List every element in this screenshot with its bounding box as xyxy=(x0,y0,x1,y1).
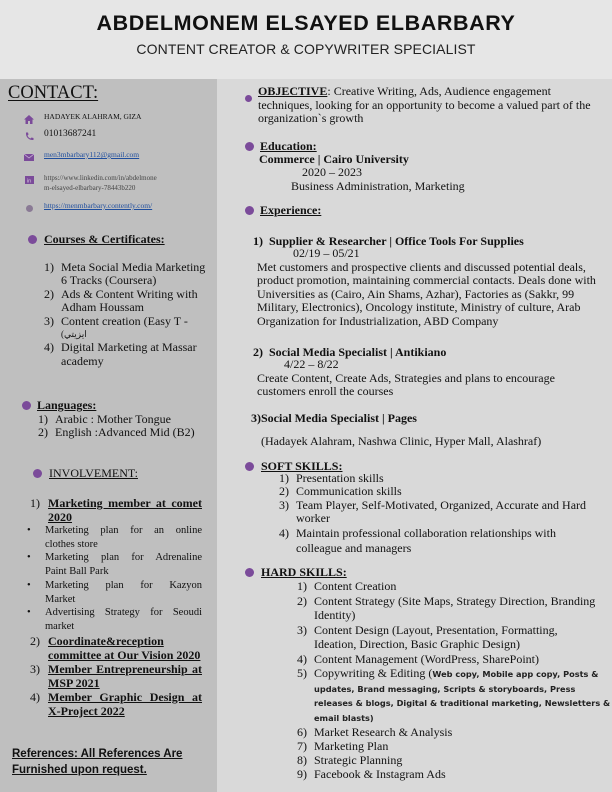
involvement-bullet: • Marketing plan for Adrenaline Paint Ball Park xyxy=(27,552,202,578)
contact-address: HADAYEK ALAHRAM, GIZA xyxy=(24,112,141,124)
objective-icon xyxy=(245,95,252,102)
certificate-icon xyxy=(28,235,37,244)
list-item: 1) Arabic : Mother Tongue xyxy=(38,412,171,426)
references-note: References: All References Are Furnished upon request. xyxy=(12,748,183,776)
contact-phone: 01013687241 xyxy=(24,129,96,141)
list-item: 8) Strategic Planning xyxy=(297,753,403,767)
linkedin-icon xyxy=(24,175,34,185)
candidate-name: ABDELMONEM ELSAYED ELBARBARY xyxy=(96,11,516,35)
contact-website[interactable]: https://menmbarbary.contently.com/ xyxy=(24,201,152,213)
involvement-list xyxy=(27,496,202,718)
list-item: 4) Maintain professional collaboration relationships with colleague and managers xyxy=(279,525,556,555)
contact-email[interactable]: men3mbarbary112@gmail.com xyxy=(24,150,139,162)
hard-skills-icon xyxy=(245,568,254,577)
list-item: 9) Facebook & Instagram Ads xyxy=(297,767,446,781)
list-item: 3) Team Player, Self-Motivated, Organized, Accurate and Hard worker xyxy=(279,497,587,526)
language-icon xyxy=(22,401,31,410)
briefcase-icon xyxy=(245,206,254,215)
education-school: Commerce | Cairo University xyxy=(259,152,409,166)
list-item: 2) English :Advanced Mid (B2) xyxy=(38,425,195,440)
education-heading: Education: xyxy=(245,139,317,154)
list-item: 2) Content Strategy (Site Maps, Strategy Direction, Branding Identity) xyxy=(297,593,596,622)
home-icon xyxy=(24,114,34,124)
languages-heading: Languages: xyxy=(22,398,96,413)
job-2: 2) Social Media Specialist | Antikiano xyxy=(253,345,447,359)
involvement-bullet: • Advertising Strategy for Seoudi market xyxy=(27,607,202,632)
contact-title: CONTACT: xyxy=(8,83,99,103)
list-item: 4) Digital Marketing at Massar academy xyxy=(44,340,197,368)
list-item: 2) Ads & Content Writing with Adham Houssam xyxy=(44,286,198,315)
soft-skills-heading: SOFT SKILLS: xyxy=(245,459,342,474)
list-item: 1) Presentation skills xyxy=(279,471,384,485)
soft-skills-list xyxy=(279,472,609,556)
svg-text:in: in xyxy=(26,178,32,184)
list-item: 2) Communication skills xyxy=(279,484,402,499)
job-1-dates: 02/19 – 05/21 xyxy=(293,246,360,260)
hard-skills-heading: HARD SKILLS: xyxy=(245,565,347,580)
courses-heading: Courses & Certificates: xyxy=(28,232,165,247)
contact-linkedin[interactable]: in https://www.linkedin.com/in/abdelmone m-elsayed-elbarbary-78443b220 xyxy=(26,174,157,192)
list-item: 3) Content Design (Layout, Presentation, Formatting, Ideation, Direction, Basic Graphic Design) xyxy=(297,622,558,651)
objective-bullet xyxy=(245,89,252,107)
list-item: 1) Content Creation xyxy=(297,579,397,593)
left-column xyxy=(0,79,217,792)
experience-heading: Experience: xyxy=(245,203,321,218)
soft-skills-icon xyxy=(245,462,254,471)
job-3: 3)Social Media Specialist | Pages xyxy=(251,411,417,425)
resume-header xyxy=(0,0,612,79)
candidate-role: CONTENT CREATOR & COPYWRITER SPECIALIST xyxy=(136,41,476,57)
job-2-dates: 4/22 – 8/22 xyxy=(284,357,339,371)
hard-skills-list xyxy=(297,579,609,781)
list-item: 3) Content creation (Easy T - (ايزيتي xyxy=(44,313,188,340)
right-column xyxy=(217,79,612,792)
list-item: 1) Meta Social Media Marketing 6 Tracks (Coursera) xyxy=(44,260,206,288)
list-item: 5) Copywriting & Editing (Web copy, Mobile app copy, Posts & updates, Brand messaging, Scripts & storyboards, Press releases & blogs, Digital & traditional marketing, Newsletters & email blasts) xyxy=(297,666,611,723)
job-1: 1) Supplier & Researcher | Office Tools For Supplies xyxy=(253,234,524,248)
education-years: 2020 – 2023 xyxy=(302,165,362,179)
globe-icon xyxy=(24,203,34,213)
objective-section: OBJECTIVE: Creative Writing, Ads, Audience engagement xyxy=(258,84,551,98)
education-icon xyxy=(245,142,254,151)
job-3-description: (Hadayek Alahram, Nashwa Clinic, Hyper Mall, Alashraf) xyxy=(261,434,542,448)
objective-text: techniques, looking for an opportunity to become a valued part of the organization`s growth xyxy=(258,97,591,125)
involvement-bullet: • Marketing plan for an online clothes store xyxy=(27,525,202,550)
involvement-item: 4) Member Graphic Design at X-Project 2022 xyxy=(30,689,202,718)
involvement-item: 1) Marketing member at comet 2020 xyxy=(30,496,202,524)
list-item: 6) Market Research & Analysis xyxy=(297,725,453,739)
involvement-icon xyxy=(33,469,42,478)
list-item: 7) Marketing Plan xyxy=(297,739,389,753)
phone-icon xyxy=(24,131,34,141)
involvement-item: 2) Coordinate&reception committee at Our Vision 2020 xyxy=(30,633,201,662)
education-major: Business Administration, Marketing xyxy=(291,179,465,193)
courses-list xyxy=(44,261,214,368)
email-icon xyxy=(24,152,34,162)
job-2-description: Create Content, Create Ads, Strategies and plans to encourage customers enroll the courses xyxy=(257,371,555,399)
involvement-bullet: • Marketing plan for Kazyon Market xyxy=(27,579,202,605)
involvement-item: 3) Member Entrepreneurship at MSP 2021 xyxy=(30,661,202,690)
list-item: 4) Content Management (WordPress, SharePoint) xyxy=(297,651,539,666)
involvement-heading: INVOLVEMENT: xyxy=(33,466,138,481)
languages-list xyxy=(38,413,214,440)
job-1-description: Met customers and prospective clients and discussed potential deals, product promotion, maintaining commercial contacts. Deals done with Universities as (Cairo, Ain Shams, Azhar), Factories as (Sakkr, 99 Military, Electronics), Oncology institute, Ministry of culture, Arab Organization for Industrialization, ABD Company xyxy=(257,260,596,328)
